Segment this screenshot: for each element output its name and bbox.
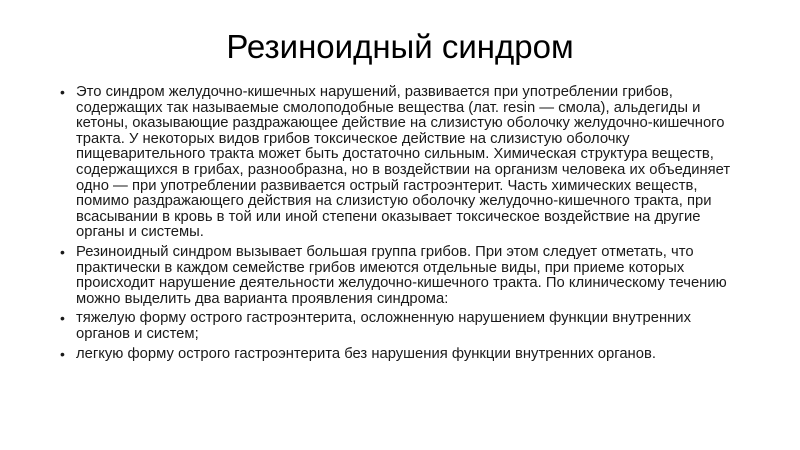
bullet-dot-icon: • [60, 84, 65, 100]
bullet-text: Это синдром желудочно-кишечных нарушений, развивается при употреблении грибов, содержащих так называемые смолоподобные вещества (лат. resin — смола), альдегиды и кетоны, оказывающие раздражающее действие на слизистую оболочку желудочно-кишечного тракта. У некоторых видов грибов токсическое действие на слизистую оболочку пищеварительного тракта может быть достаточно сильным. Химическая структура веществ, содержащихся в грибах, разнообразна, но в воздействии на организм человека их объединяет одно — при употреблении развивается острый гастроэнтерит. Часть химических веществ, помимо раздражающего действия на слизистую оболочку желудочно-кишечного тракта, при всасывании в кровь в той или иной степени оказывает токсическое воздействие на другие органы и системы. [76, 84, 731, 241]
bullet-text: тяжелую форму острого гастроэнтерита, осложненную нарушением функции внутренних органов и систем; [76, 310, 691, 342]
slide-title: Резиноидный синдром [226, 28, 574, 65]
bullet-text: легкую форму острого гастроэнтерита без нарушения функции внутренних органов. [76, 345, 656, 362]
bullet-dot-icon: • [60, 345, 65, 362]
list-item [60, 245, 736, 307]
bullet-dot-icon: • [60, 243, 65, 260]
list-item [60, 85, 736, 241]
list-item [60, 311, 736, 342]
bullet-dot-icon: • [60, 310, 65, 327]
bullet-list [60, 85, 736, 366]
bullet-text: Резиноидный синдром вызывает большая группа грибов. При этом следует отметать, что практически в каждом семействе грибов имеются отдельные виды, при приеме которых происходит нарушение деятельности желудочно-кишечного тракта. По клиническому течению можно выделить два варианта проявления синдрома: [76, 243, 727, 307]
list-item [60, 347, 736, 363]
